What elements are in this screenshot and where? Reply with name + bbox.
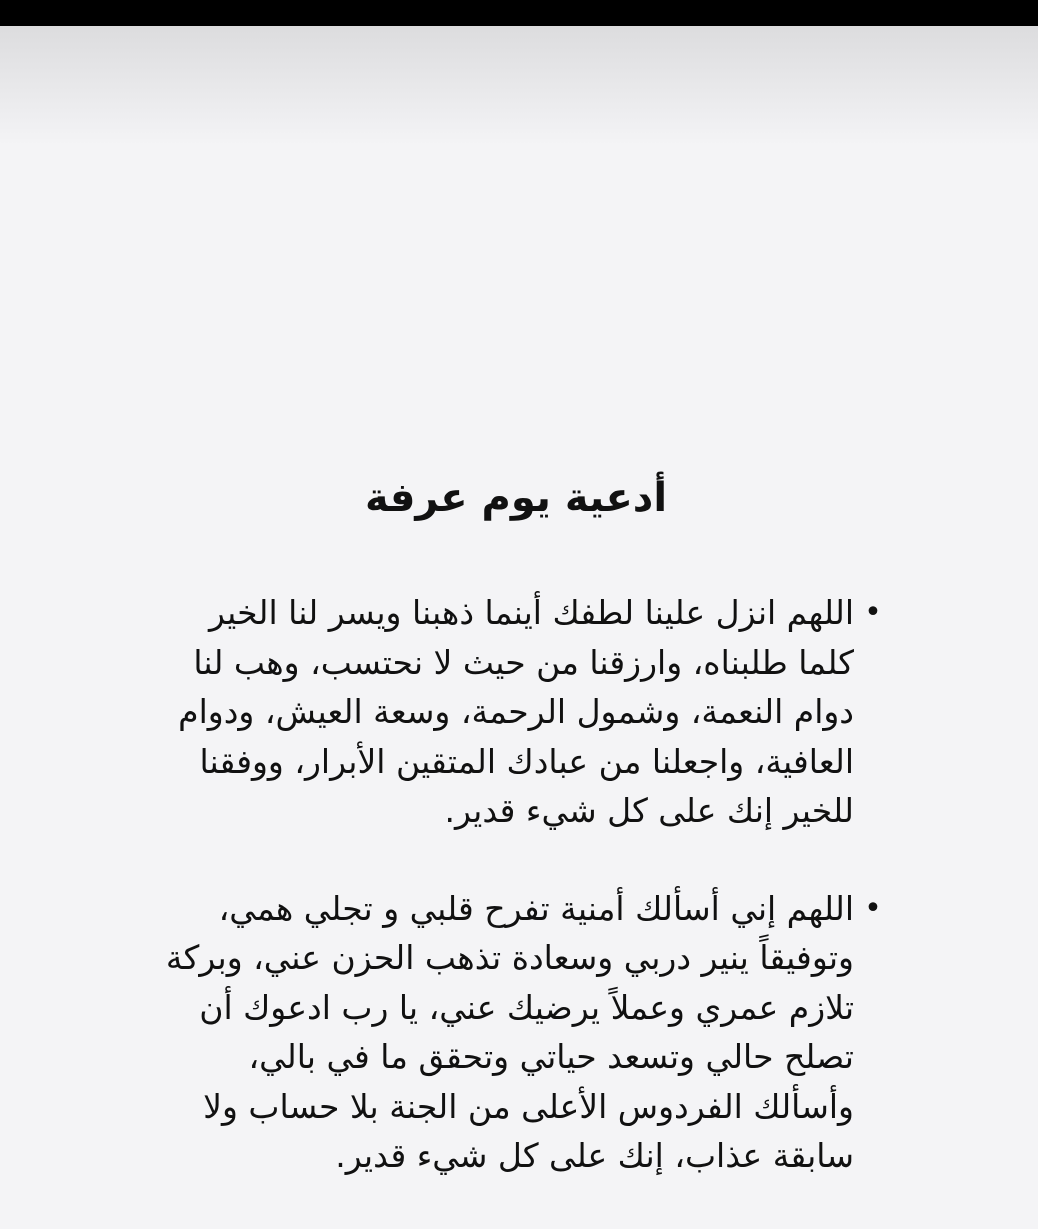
prayer-text-2: اللهم إني أسألك أمنية تفرح قلبي و تجلي همي، وتوفيقاً ينير دربي وسعادة تذهب الحزن عني، وبركة تلازم عمري وعملاً يرضيك عني، يا رب ادعوك أن تصلح حالي وتسعد حياتي وتحقق ما في بالي، وأسألك الفردوس الأعلى من الجنة بلا حساب ولا سابقة عذاب، إنك على كل شيء قدير. xyxy=(165,888,854,1175)
prayer-paragraph-1 xyxy=(150,588,892,836)
top-shadow xyxy=(0,26,1038,146)
prayer-paragraph-2 xyxy=(150,884,892,1181)
document-title: أدعية يوم عرفة xyxy=(364,475,668,521)
document-body xyxy=(150,470,892,1229)
prayer-text-1: اللهم انزل علينا لطفك أينما ذهبنا ويسر لنا الخير كلما طلبناه، وارزقنا من حيث لا نحتسب، وهب لنا دوام النعمة، وشمول الرحمة، وسعة العيش، ودوام العافية، واجعلنا من عبادك المتقين الأبرار، ووفقنا للخير إنك على كل شيء قدير. xyxy=(178,593,854,830)
top-status-bar xyxy=(0,0,1038,26)
bullet-icon: • xyxy=(864,890,882,926)
bullet-icon: • xyxy=(864,595,882,630)
